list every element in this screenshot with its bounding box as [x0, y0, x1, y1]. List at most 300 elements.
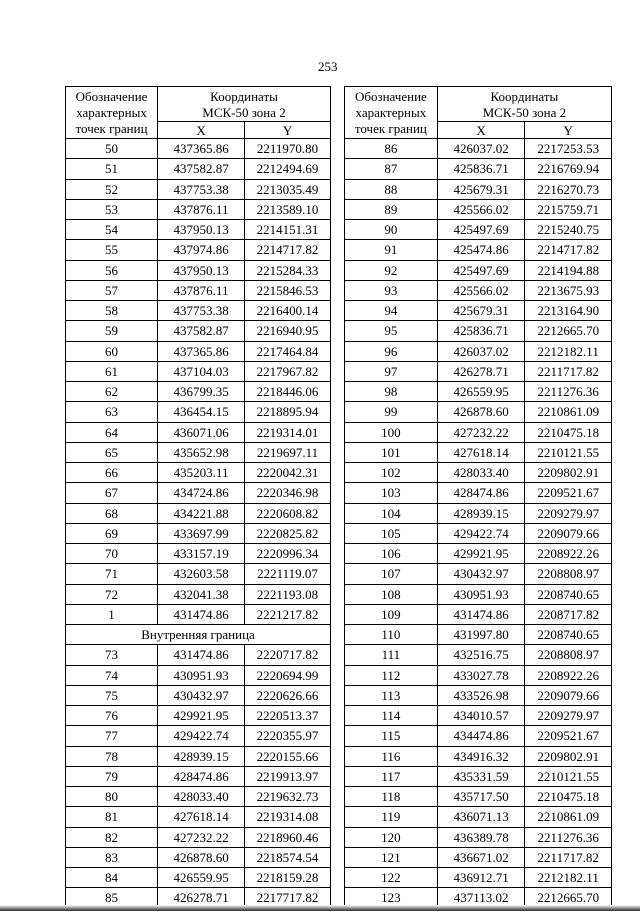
y-coordinate: 2220608.82 [245, 503, 331, 523]
y-coordinate: 2215284.33 [245, 260, 331, 280]
y-column-header: Y [245, 122, 331, 139]
table-row [66, 706, 331, 726]
x-coordinate: 437582.87 [158, 159, 245, 179]
x-coordinate: 433157.19 [158, 544, 245, 564]
coordinate-system: МСК-50 зона 2 [202, 105, 286, 120]
table-row [345, 787, 612, 807]
x-coordinate: 437582.87 [158, 321, 245, 341]
x-coordinate: 425836.71 [437, 321, 525, 341]
x-coordinate: 437365.86 [158, 341, 245, 361]
point-number: 61 [66, 361, 158, 381]
x-coordinate: 435717.50 [437, 787, 525, 807]
x-coordinate: 436799.35 [158, 382, 245, 402]
x-column-header: X [437, 122, 525, 139]
x-coordinate: 426278.71 [158, 888, 245, 908]
table-row [66, 382, 331, 402]
x-coordinate: 431997.80 [437, 625, 525, 645]
y-column-header: Y [525, 122, 612, 139]
y-coordinate: 2218574.54 [245, 847, 331, 867]
y-coordinate: 2220717.82 [245, 645, 331, 665]
x-coordinate: 436454.15 [158, 402, 245, 422]
x-coordinate: 436671.02 [437, 847, 525, 867]
left-table-body [66, 139, 331, 625]
point-number: 62 [66, 382, 158, 402]
table-row [345, 685, 612, 705]
section-row [66, 625, 331, 645]
point-number: 115 [345, 726, 438, 746]
y-coordinate: 2208717.82 [525, 604, 612, 624]
coordinates-table-left [65, 86, 331, 909]
point-number: 106 [345, 544, 438, 564]
y-coordinate: 2221193.08 [245, 584, 331, 604]
y-coordinate: 2209802.91 [525, 746, 612, 766]
x-coordinate: 425474.86 [437, 240, 525, 260]
y-coordinate: 2211717.82 [525, 847, 612, 867]
point-number: 77 [66, 726, 158, 746]
table-row [66, 341, 331, 361]
y-coordinate: 2214151.31 [245, 220, 331, 240]
coordinates-header [437, 87, 611, 122]
x-coordinate: 428033.40 [158, 787, 245, 807]
point-number: 88 [345, 179, 438, 199]
x-coordinate: 437974.86 [158, 240, 245, 260]
y-coordinate: 2219314.01 [245, 422, 331, 442]
y-coordinate: 2217464.84 [245, 341, 331, 361]
table-row [66, 402, 331, 422]
table-row [345, 868, 612, 888]
table-row [345, 766, 612, 786]
point-number: 78 [66, 746, 158, 766]
table-row [66, 321, 331, 341]
point-number: 101 [345, 442, 438, 462]
point-number: 58 [66, 301, 158, 321]
y-coordinate: 2215240.75 [525, 220, 612, 240]
coordinates-title: Координаты [490, 89, 559, 104]
point-number: 81 [66, 807, 158, 827]
x-coordinate: 428033.40 [437, 463, 525, 483]
table-row [66, 564, 331, 584]
table-row [345, 847, 612, 867]
right-table-body [345, 139, 612, 909]
point-number: 123 [345, 888, 438, 908]
table-row [66, 159, 331, 179]
point-number: 60 [66, 341, 158, 361]
point-number: 118 [345, 787, 438, 807]
x-coordinate: 437365.86 [158, 139, 245, 159]
x-coordinate: 425497.69 [437, 260, 525, 280]
point-number: 73 [66, 645, 158, 665]
point-number: 64 [66, 422, 158, 442]
y-coordinate: 2208740.65 [525, 584, 612, 604]
table-row [66, 685, 331, 705]
point-number: 96 [345, 341, 438, 361]
point-number: 65 [66, 442, 158, 462]
table-row [66, 240, 331, 260]
table-row [66, 665, 331, 685]
table-row [345, 483, 612, 503]
table-row [66, 787, 331, 807]
y-coordinate: 2218895.94 [245, 402, 331, 422]
y-coordinate: 2214194.88 [525, 260, 612, 280]
point-number: 90 [345, 220, 438, 240]
y-coordinate: 2220825.82 [245, 523, 331, 543]
y-coordinate: 2218159.28 [245, 868, 331, 888]
y-coordinate: 2208808.97 [525, 645, 612, 665]
table-row [345, 746, 612, 766]
table-row [345, 139, 612, 159]
x-coordinate: 431474.86 [158, 604, 245, 624]
point-number: 91 [345, 240, 438, 260]
table-row [345, 240, 612, 260]
x-coordinate: 434474.86 [437, 726, 525, 746]
point-number: 70 [66, 544, 158, 564]
y-coordinate: 2216400.14 [245, 301, 331, 321]
x-coordinate: 437950.13 [158, 220, 245, 240]
y-coordinate: 2212665.70 [525, 321, 612, 341]
point-number: 50 [66, 139, 158, 159]
y-coordinate: 2220155.66 [245, 746, 331, 766]
x-coordinate: 428474.86 [437, 483, 525, 503]
x-coordinate: 426559.95 [437, 382, 525, 402]
y-coordinate: 2215759.71 [525, 199, 612, 219]
table-row [66, 483, 331, 503]
y-coordinate: 2209279.97 [525, 706, 612, 726]
point-number: 69 [66, 523, 158, 543]
point-number: 114 [345, 706, 438, 726]
x-coordinate: 437753.38 [158, 301, 245, 321]
x-coordinate: 426878.60 [437, 402, 525, 422]
point-number: 72 [66, 584, 158, 604]
point-number: 53 [66, 199, 158, 219]
x-coordinate: 430432.97 [437, 564, 525, 584]
y-coordinate: 2211276.36 [525, 382, 612, 402]
point-number: 103 [345, 483, 438, 503]
scan-edge-shadow [0, 905, 640, 911]
point-number: 95 [345, 321, 438, 341]
y-coordinate: 2220042.31 [245, 463, 331, 483]
table-row [345, 645, 612, 665]
y-coordinate: 2216940.95 [245, 321, 331, 341]
y-coordinate: 2221119.07 [245, 564, 331, 584]
x-coordinate: 434010.57 [437, 706, 525, 726]
x-coordinate: 430432.97 [158, 685, 245, 705]
table-row [66, 847, 331, 867]
y-coordinate: 2212182.11 [525, 341, 612, 361]
table-row [66, 260, 331, 280]
x-coordinate: 434724.86 [158, 483, 245, 503]
y-coordinate: 2210475.18 [525, 422, 612, 442]
point-number: 83 [66, 847, 158, 867]
point-number: 100 [345, 422, 438, 442]
point-number: 68 [66, 503, 158, 523]
table-row [345, 280, 612, 300]
table-row [345, 807, 612, 827]
x-coordinate: 436071.13 [437, 807, 525, 827]
point-number: 122 [345, 868, 438, 888]
x-coordinate: 437104.03 [158, 361, 245, 381]
y-coordinate: 2219913.97 [245, 766, 331, 786]
y-coordinate: 2208922.26 [525, 544, 612, 564]
table-row [345, 341, 612, 361]
y-coordinate: 2213675.93 [525, 280, 612, 300]
x-coordinate: 433526.98 [437, 685, 525, 705]
x-coordinate: 428474.86 [158, 766, 245, 786]
table-row [345, 503, 612, 523]
x-coordinate: 426878.60 [158, 847, 245, 867]
x-coordinate: 431474.86 [158, 645, 245, 665]
x-column-header: X [158, 122, 245, 139]
y-coordinate: 2220996.34 [245, 544, 331, 564]
table-row [66, 523, 331, 543]
point-number: 57 [66, 280, 158, 300]
table-row [345, 584, 612, 604]
y-coordinate: 2208922.26 [525, 665, 612, 685]
table-row [66, 604, 331, 624]
point-number: 107 [345, 564, 438, 584]
table-row [345, 179, 612, 199]
designation-header: Обозначение характерных точек границ [345, 87, 438, 139]
y-coordinate: 2209079.66 [525, 685, 612, 705]
point-number: 112 [345, 665, 438, 685]
coordinates-table-right [344, 86, 612, 909]
x-coordinate: 426278.71 [437, 361, 525, 381]
table-row [66, 442, 331, 462]
x-coordinate: 432603.58 [158, 564, 245, 584]
point-number: 79 [66, 766, 158, 786]
x-coordinate: 435203.11 [158, 463, 245, 483]
table-row [345, 220, 612, 240]
point-number: 75 [66, 685, 158, 705]
point-number: 59 [66, 321, 158, 341]
point-number: 76 [66, 706, 158, 726]
table-row [345, 665, 612, 685]
table-row [345, 726, 612, 746]
table-row [66, 807, 331, 827]
point-number: 87 [345, 159, 438, 179]
point-number: 54 [66, 220, 158, 240]
table-row [345, 260, 612, 280]
table-row [345, 159, 612, 179]
table-row [66, 645, 331, 665]
point-number: 55 [66, 240, 158, 260]
point-number: 113 [345, 685, 438, 705]
y-coordinate: 2213164.90 [525, 301, 612, 321]
x-coordinate: 425566.02 [437, 199, 525, 219]
y-coordinate: 2210861.09 [525, 807, 612, 827]
table-row [66, 422, 331, 442]
point-number: 99 [345, 402, 438, 422]
x-coordinate: 435652.98 [158, 442, 245, 462]
x-coordinate: 426037.02 [437, 341, 525, 361]
table-row [66, 220, 331, 240]
point-number: 66 [66, 463, 158, 483]
x-coordinate: 425566.02 [437, 280, 525, 300]
x-coordinate: 437876.11 [158, 199, 245, 219]
x-coordinate: 436912.71 [437, 868, 525, 888]
table-row [345, 321, 612, 341]
x-coordinate: 431474.86 [437, 604, 525, 624]
point-number: 111 [345, 645, 438, 665]
table-row [66, 584, 331, 604]
y-coordinate: 2216769.94 [525, 159, 612, 179]
point-number: 86 [345, 139, 438, 159]
y-coordinate: 2214717.82 [525, 240, 612, 260]
x-coordinate: 437113.02 [437, 888, 525, 908]
point-number: 116 [345, 746, 438, 766]
y-coordinate: 2219697.11 [245, 442, 331, 462]
point-number: 89 [345, 199, 438, 219]
table-row [66, 361, 331, 381]
x-coordinate: 427618.14 [158, 807, 245, 827]
point-number: 98 [345, 382, 438, 402]
y-coordinate: 2220694.99 [245, 665, 331, 685]
y-coordinate: 2209521.67 [525, 483, 612, 503]
x-coordinate: 429921.95 [437, 544, 525, 564]
table-row [345, 463, 612, 483]
page-number: 253 [318, 59, 338, 74]
x-coordinate: 436071.06 [158, 422, 245, 442]
y-coordinate: 2221217.82 [245, 604, 331, 624]
table-row [345, 301, 612, 321]
y-coordinate: 2210121.55 [525, 442, 612, 462]
x-coordinate: 433697.99 [158, 523, 245, 543]
table-row [345, 827, 612, 847]
y-coordinate: 2210861.09 [525, 402, 612, 422]
point-number: 52 [66, 179, 158, 199]
x-coordinate: 437876.11 [158, 280, 245, 300]
x-coordinate: 428939.15 [158, 746, 245, 766]
x-coordinate: 437753.38 [158, 179, 245, 199]
table-row [66, 766, 331, 786]
x-coordinate: 427232.22 [437, 422, 525, 442]
point-number: 84 [66, 868, 158, 888]
table-row [66, 503, 331, 523]
point-number: 109 [345, 604, 438, 624]
y-coordinate: 2209279.97 [525, 503, 612, 523]
point-number: 117 [345, 766, 438, 786]
coordinates-title: Координаты [210, 89, 278, 104]
y-coordinate: 2211717.82 [525, 361, 612, 381]
y-coordinate: 2209079.66 [525, 523, 612, 543]
y-coordinate: 2218960.46 [245, 827, 331, 847]
y-coordinate: 2215846.53 [245, 280, 331, 300]
y-coordinate: 2209521.67 [525, 726, 612, 746]
x-coordinate: 425679.31 [437, 179, 525, 199]
table-row [345, 564, 612, 584]
point-number: 92 [345, 260, 438, 280]
table-row [345, 604, 612, 624]
y-coordinate: 2220513.37 [245, 706, 331, 726]
point-number: 85 [66, 888, 158, 908]
point-number: 110 [345, 625, 438, 645]
x-coordinate: 427618.14 [437, 442, 525, 462]
point-number: 105 [345, 523, 438, 543]
table-row [66, 139, 331, 159]
x-coordinate: 435331.59 [437, 766, 525, 786]
table-row [66, 199, 331, 219]
x-coordinate: 430951.93 [158, 665, 245, 685]
table-row [345, 625, 612, 645]
x-coordinate: 432516.75 [437, 645, 525, 665]
point-number: 80 [66, 787, 158, 807]
x-coordinate: 429422.74 [437, 523, 525, 543]
x-coordinate: 432041.38 [158, 584, 245, 604]
y-coordinate: 2219314.08 [245, 807, 331, 827]
y-coordinate: 2211970.80 [245, 139, 331, 159]
point-number: 51 [66, 159, 158, 179]
x-coordinate: 428939.15 [437, 503, 525, 523]
y-coordinate: 2213035.49 [245, 179, 331, 199]
x-coordinate: 425497.69 [437, 220, 525, 240]
y-coordinate: 2220626.66 [245, 685, 331, 705]
table-row [345, 523, 612, 543]
table-row [66, 280, 331, 300]
x-coordinate: 434916.32 [437, 746, 525, 766]
designation-header: Обозначение характерных точек границ [66, 87, 158, 139]
inner-boundary-label: Внутренняя граница [66, 625, 331, 645]
table-row [345, 706, 612, 726]
coordinate-system: МСК-50 зона 2 [482, 105, 567, 120]
table-row [66, 179, 331, 199]
y-coordinate: 2220346.98 [245, 483, 331, 503]
y-coordinate: 2214717.82 [245, 240, 331, 260]
left-table-body-inner [66, 645, 331, 908]
x-coordinate: 425679.31 [437, 301, 525, 321]
y-coordinate: 2216270.73 [525, 179, 612, 199]
y-coordinate: 2212665.70 [525, 888, 612, 908]
point-number: 74 [66, 665, 158, 685]
point-number: 108 [345, 584, 438, 604]
x-coordinate: 437950.13 [158, 260, 245, 280]
point-number: 120 [345, 827, 438, 847]
point-number: 71 [66, 564, 158, 584]
table-row [66, 726, 331, 746]
y-coordinate: 2211276.36 [525, 827, 612, 847]
y-coordinate: 2213589.10 [245, 199, 331, 219]
y-coordinate: 2208740.65 [525, 625, 612, 645]
point-number: 121 [345, 847, 438, 867]
point-number: 1 [66, 604, 158, 624]
table-row [66, 301, 331, 321]
point-number: 63 [66, 402, 158, 422]
point-number: 102 [345, 463, 438, 483]
x-coordinate: 429422.74 [158, 726, 245, 746]
point-number: 82 [66, 827, 158, 847]
x-coordinate: 426559.95 [158, 868, 245, 888]
point-number: 93 [345, 280, 438, 300]
table-row [66, 463, 331, 483]
point-number: 97 [345, 361, 438, 381]
y-coordinate: 2212494.69 [245, 159, 331, 179]
table-row [345, 442, 612, 462]
table-row [345, 382, 612, 402]
y-coordinate: 2217967.82 [245, 361, 331, 381]
x-coordinate: 427232.22 [158, 827, 245, 847]
point-number: 67 [66, 483, 158, 503]
table-row [66, 827, 331, 847]
point-number: 104 [345, 503, 438, 523]
table-row [345, 199, 612, 219]
x-coordinate: 436389.78 [437, 827, 525, 847]
y-coordinate: 2219632.73 [245, 787, 331, 807]
table-row [345, 361, 612, 381]
y-coordinate: 2212182.11 [525, 868, 612, 888]
y-coordinate: 2209802.91 [525, 463, 612, 483]
table-row [345, 402, 612, 422]
point-number: 94 [345, 301, 438, 321]
table-row [345, 422, 612, 442]
y-coordinate: 2220355.97 [245, 726, 331, 746]
